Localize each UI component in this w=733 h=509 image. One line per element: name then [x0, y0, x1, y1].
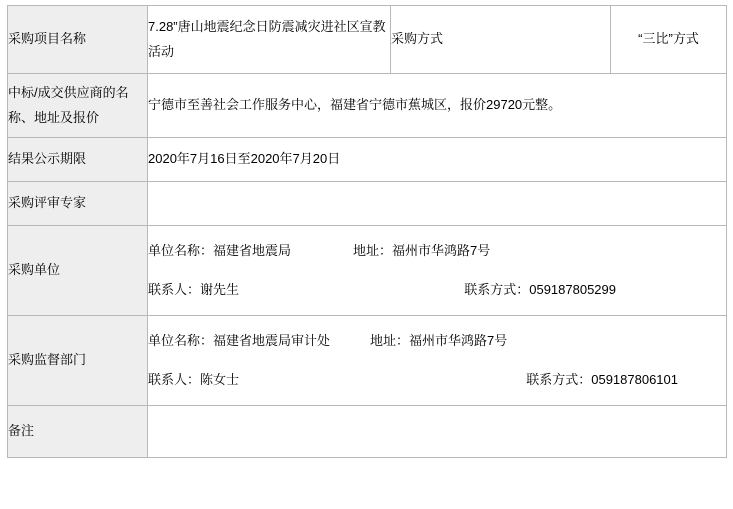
purchasing-unit-phone-group [464, 278, 616, 303]
purchasing-unit-phone-value: 059187805299 [529, 281, 616, 297]
supervision-contact-value: 陈女士 [200, 371, 240, 387]
spacer [291, 239, 353, 264]
supervision-unit-name-line [148, 329, 726, 354]
purchasing-unit-address-value: 福州市华鸿路7号 [392, 242, 491, 258]
supervision-phone-value: 059187806101 [591, 371, 678, 387]
row-label-supplier: 中标/成交供应商的名称、地址及报价 [8, 74, 148, 138]
row-label-publicity-period: 结果公示期限 [8, 138, 148, 182]
purchasing-unit-contact-line [148, 278, 726, 303]
row-value-project-name: 7.28”唐山地震纪念日防震减灾进社区宣教活动 [148, 6, 391, 74]
table-row [8, 6, 727, 74]
supervision-phone-label: 联系方式： [526, 371, 592, 387]
table-row [8, 182, 727, 226]
table-row [8, 226, 727, 316]
table-row [8, 406, 727, 458]
row-label-project-name: 采购项目名称 [8, 6, 148, 74]
row-label-supervision-department: 采购监督部门 [8, 316, 148, 406]
purchasing-unit-address-label: 地址： [353, 242, 393, 258]
supervision-contact-group [148, 368, 239, 393]
purchasing-unit-name-value: 福建省地震局 [213, 242, 292, 258]
row-label-review-experts: 采购评审专家 [8, 182, 148, 226]
row-value-publicity-period: 2020年7月16日至2020年7月20日 [148, 138, 727, 182]
supervision-unit-name-value: 福建省地震局审计处 [213, 332, 331, 348]
purchasing-unit-contact-value: 谢先生 [200, 281, 240, 297]
supervision-contact-label: 联系人： [148, 371, 201, 387]
row-value-review-experts [148, 182, 727, 226]
table-row [8, 138, 727, 182]
procurement-result-table [7, 5, 727, 458]
row-value-supplier: 宁德市至善社会工作服务中心，福建省宁德市蕉城区，报价29720元整。 [148, 74, 727, 138]
supervision-contact-line [148, 368, 726, 393]
purchasing-unit-phone-label: 联系方式： [464, 281, 530, 297]
purchasing-unit-name-label: 单位名称： [148, 242, 214, 258]
purchasing-unit-name-line [148, 239, 726, 264]
row-value-remarks [148, 406, 727, 458]
spacer [148, 264, 726, 278]
table-row [8, 316, 727, 406]
row-label-purchasing-unit: 采购单位 [8, 226, 148, 316]
supervision-phone-group [526, 368, 678, 393]
purchasing-unit-contact-group [148, 278, 239, 303]
table-row [8, 74, 727, 138]
supervision-unit-address-value: 福州市华鸿路7号 [409, 332, 508, 348]
purchasing-unit-contact-label: 联系人： [148, 281, 201, 297]
row-value-purchasing-unit [148, 226, 727, 316]
row-label-remarks: 备注 [8, 406, 148, 458]
row-label-procurement-method: 采购方式 [391, 6, 611, 74]
row-value-supervision-department [148, 316, 727, 406]
spacer [330, 329, 370, 354]
supervision-unit-address-label: 地址： [370, 332, 410, 348]
row-value-procurement-method: “三比”方式 [611, 6, 727, 74]
supervision-unit-name-label: 单位名称： [148, 332, 214, 348]
spacer [148, 354, 726, 368]
